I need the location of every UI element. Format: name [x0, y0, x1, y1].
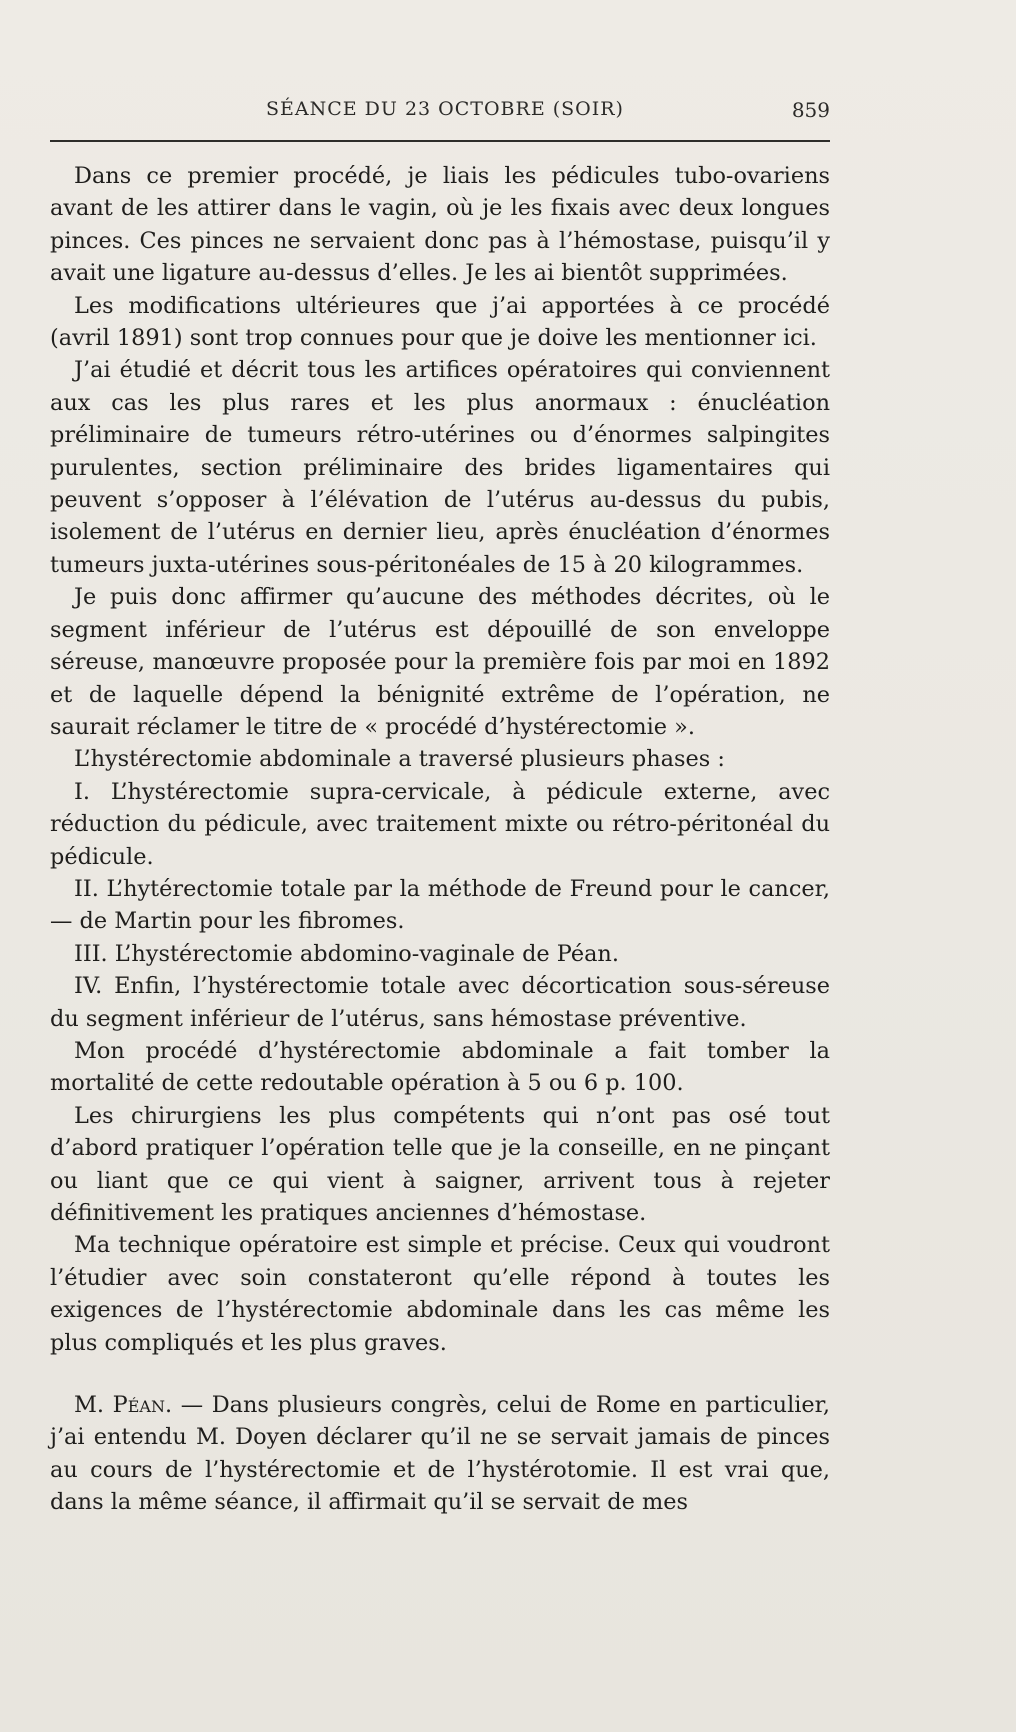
phase-2: II. L’hytérectomie totale par la méthode de Freund pour le cancer, — de Martin pour les fibromes.: [50, 875, 830, 935]
paragraph-2: Les modifications ultérieures que j’ai apportées à ce procédé (avril 1891) sont trop connues pour que je doive les mentionner ici.: [50, 292, 830, 352]
paragraph-3: J’ai étudié et décrit tous les artifices opératoires qui conviennent aux cas les plus rares et les plus anormaux : énucléation préliminaire de tumeurs rétro-utérines ou d’énormes salpingites purulentes, section préliminaire des brides ligamentaires qui peuvent s’opposer à l’élévation de l’utérus au-dessus du pubis, isolement de l’utérus en dernier lieu, après énucléation d’énormes tumeurs juxta-utérines sous-péritonéales de 15 à 20 kilogrammes.: [50, 357, 830, 578]
phase-4: IV. Enfin, l’hystérectomie totale avec décortication sous-séreuse du segment inférieur de l’utérus, sans hémostase préventive.: [50, 973, 830, 1032]
pean-text: — Dans plusieurs congrès, celui de Rome en particulier, j’ai entendu M. Doyen déclarer qu’il ne se servait jamais de pinces au cours de l’hystérectomie et de l’hystérotomie. Il est vrai que, dans la même séance, il affirmait qu’il se servait de mes: [50, 1392, 830, 1516]
page-header: [50, 98, 830, 128]
paragraph-4: Je puis donc affirmer qu’aucune des méthodes décrites, où le segment inférieur de l’utérus est dépouillé de son enveloppe séreuse, manœuvre proposée pour la première fois par moi en 1892 et de laquelle dépend la bénignité extrême de l’opération, ne saurait réclamer le titre de « procédé d’hystérectomie ».: [50, 584, 830, 740]
paragraph-11: Les chirurgiens les plus compétents qui n’ont pas osé tout d’abord pratiquer l’opération telle que je la conseille, en ne pinçant ou liant que ce qui vient à saigner, arrivent tous à rejeter définitivement les pratiques anciennes d’hémostase.: [50, 1102, 830, 1226]
paragraph-1: Dans ce premier procédé, je liais les pédicules tubo-ovariens avant de les attirer dans le vagin, où je les fixais avec deux longues pinces. Ces pinces ne servaient donc pas à l’hémostase, puisqu’il y avait une ligature au-dessus d’elles. Je les ai bientôt supprimées.: [50, 163, 830, 287]
paragraph-10: Mon procédé d’hystérectomie abdominale a fait tomber la mortalité de cette redoutable opération à 5 ou 6 p. 100.: [50, 1037, 830, 1097]
speaker-name: M. Péan.: [74, 1392, 173, 1419]
phase-3: III. L’hystérectomie abdomino-vaginale de Péan.: [74, 940, 619, 967]
paragraph-12: Ma technique opératoire est simple et précise. Ceux qui voudront l’étudier avec soin constateront qu’elle répond à toutes les exigences de l’hystérectomie abdominale dans les cas même les plus compliqués et les plus graves.: [50, 1232, 830, 1356]
paragraph-5: L’hystérectomie abdominale a traversé plusieurs phases :: [74, 746, 725, 773]
body-text: [50, 160, 830, 1519]
pean-paragraph: [50, 1389, 830, 1519]
running-title: SÉANCE DU 23 OCTOBRE (SOIR): [266, 98, 624, 120]
header-rule: [50, 140, 830, 142]
phase-1: I. L’hystérectomie supra-cervicale, à pédicule externe, avec réduction du pédicule, avec traitement mixte ou rétro-péritonéal du pédicule.: [50, 778, 830, 870]
page-number: 859: [791, 98, 830, 122]
